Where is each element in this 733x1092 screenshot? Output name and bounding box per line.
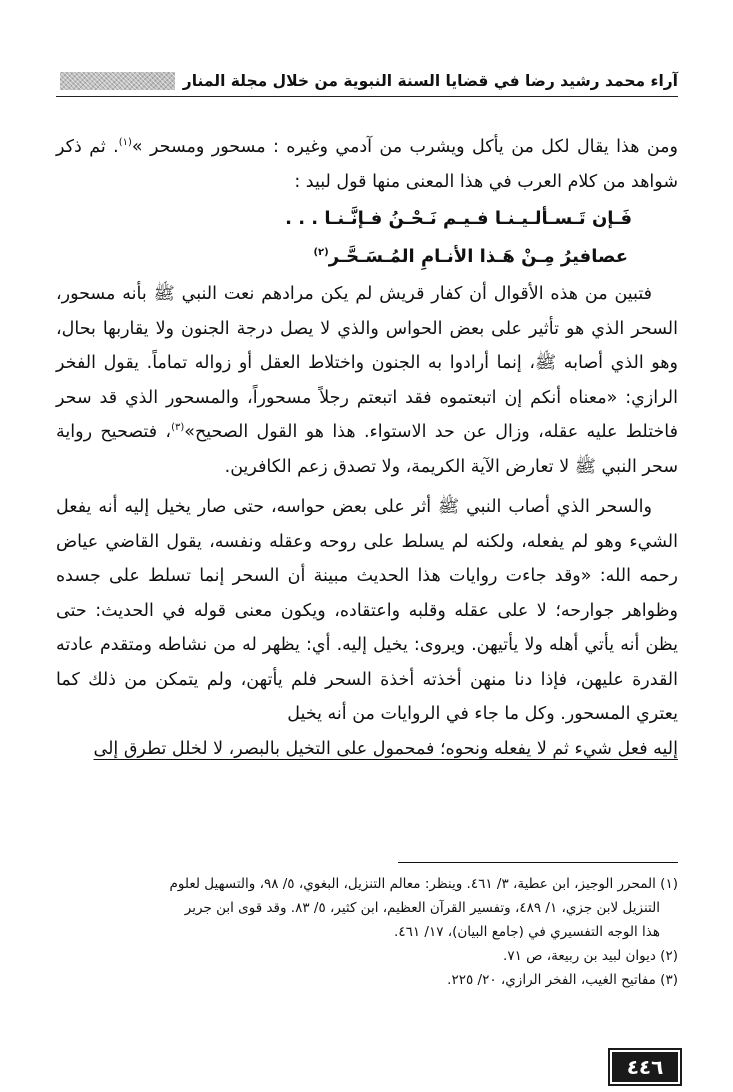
header-title: آراء محمد رشيد رضا في قضايا السنة النبوية من خلال مجلة المنار	[182, 72, 678, 90]
header-ornament	[60, 72, 175, 90]
footnote-2: (٢) ديوان لبيد بن ربيعة، ص ٧١.	[503, 948, 678, 964]
main-text	[56, 130, 678, 766]
poetry-verse-1: فَـإن تَـسـألـيـنـا فـيـم نَـحْـنُ فـإنَّـنـا . . .	[285, 208, 632, 229]
footnote-separator	[398, 862, 678, 863]
paragraph-3: والسحر الذي أصاب النبي ﷺ أثر على بعض حواسه، حتى صار يخيل إليه أنه يفعل الشيء وهو لم يفعله، ولكنه لم يسلط على روحه وعقله ونفسه، يقول القاضي عياض رحمه الله: «وقد جاءت روايات هذا الحديث مبينة أن السحر إنما تسلط على جسده وظواهر جوارحه؛ لا على عقله وقلبه واعتقاده، ويكون معنى قوله في الحديث: حتى يظن أنه يأتي أهله ولا يأتيهن. ويروى: يخيل إليه. أي: يظهر له من نشاطه ومتقدم عادته القدرة عليهن، فإذا دنا منهن أخذته أخذة السحر فلم يأتهن، ولم يتمكن من ذلك كما يعتري المسحور. وكل ما جاء في الروايات من أنه يخيل	[56, 497, 678, 724]
paragraph-2: فتبين من هذه الأقوال أن كفار قريش لم يكن مرادهم نعت النبي ﷺ بأنه مسحور، السحر الذي هو تأثير على بعض الحواس والذي لا يصل درجة الجنون ولا يقاربها بحال، وهو الذي أصابه ﷺ، إنما أرادوا به الجنون واختلاط العقل أو زواله تماماً. يقول الفخر الرازي: «معناه أنكم إن اتبعتموه فقد اتبعتم رجلاً مسحوراً، والمسحور الذي قد سحر فاختلط عليه عقله، وزال عن حد الاستواء. هذا هو القول الصحيح»$^{(٣)}$، فتصحيح رواية سحر النبي ﷺ لا تعارض الآية الكريمة، ولا تصدق زعم الكافرين.	[56, 284, 678, 477]
poetry-verse-2: عصافيرُ مِـنْ هَـذا الأنـامِ المُـسَـحَّـر$^{(٢)}$	[313, 246, 628, 267]
paragraph-1: ومن هذا يقال لكل من يأكل ويشرب من آدمي وغيره : مسحور ومسحر »$^{(١)}$. ثم ذكر شواهد من كلام العرب في هذا المعنى منها قول لبيد :	[56, 137, 678, 192]
paragraph-3-last-line	[56, 732, 678, 767]
page-number: ٤٤٦	[610, 1050, 680, 1084]
footnote-ref-1[interactable]: (١)	[118, 137, 132, 149]
footnote-3: (٣) مفاتيح الغيب، الفخر الرازي، ٢٠/ ٢٢٥.	[447, 972, 678, 988]
footnote-1: (١) المحرر الوجيز، ابن عطية، ٣/ ٤٦١. وينظر: معالم التنزيل، البغوي، ٥/ ٩٨، والتسهيل لعلوم التنزيل لابن جزي، ١/ ٤٨٩، وتفسير القرآن العظيم، ابن كثير، ٥/ ٨٣. وقد قوى ابن جرير هذا الوجه التفسيري في (جامع البيان)، ١٧/ ٤٦١.	[169, 876, 678, 940]
footnote-ref-2[interactable]: (٢)	[313, 247, 329, 258]
underlined-phrase: إليه فعل شيء ثم لا يفعله ونحوه؛ فمحمول على التخيل بالبصر، لا لخلل تطرق إلى	[93, 738, 678, 759]
footnotes	[56, 872, 678, 992]
footnote-ref-3[interactable]: (٣)	[171, 422, 185, 434]
running-header	[56, 66, 678, 97]
